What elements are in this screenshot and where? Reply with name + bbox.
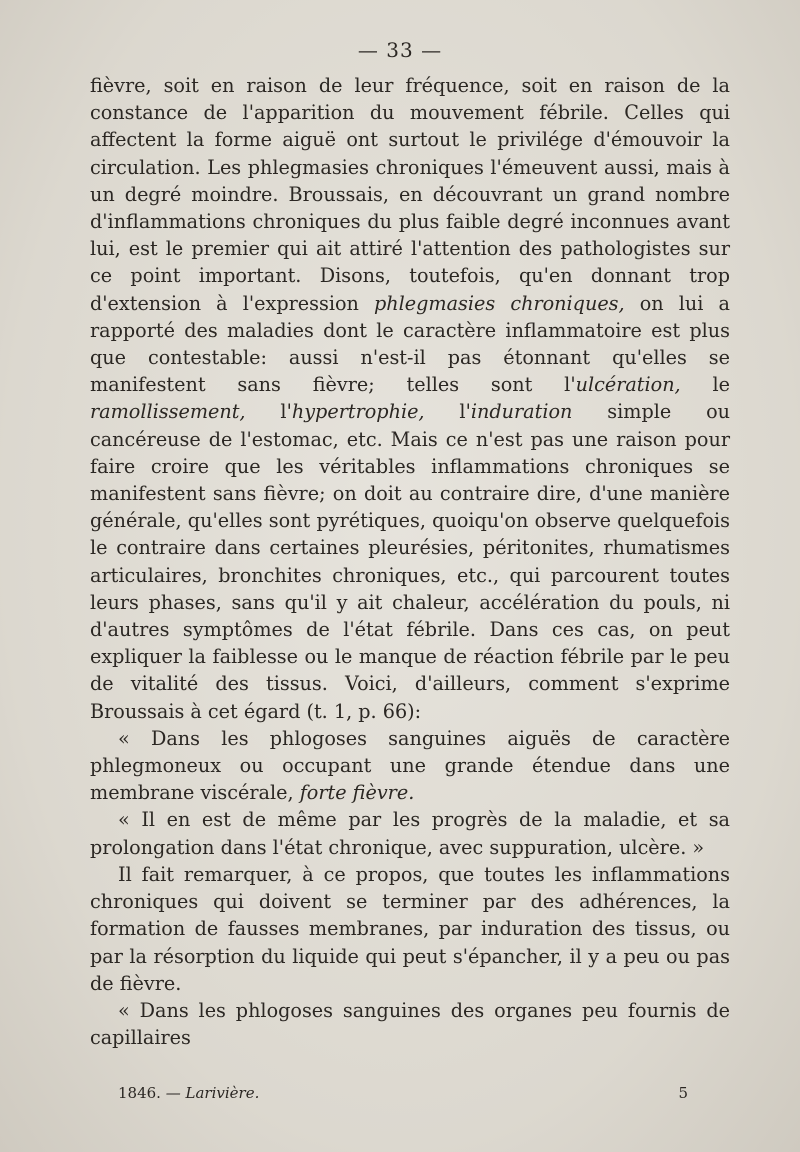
paragraph — [90, 997, 730, 1051]
page-number: — 33 — — [357, 38, 443, 62]
italic-phrase: induration — [470, 400, 573, 424]
text-run: fièvre, soit en raison de leur fréquence, soit en raison de la constance de l'apparition du mouvement fébrile. Celles qui affectent la forme aiguë ont surtout le privilége d'émouvoir la circulation. Les phlegmasies chroniques l'émeuvent aussi, mais à un degré moindre. Broussais, en découvrant un grand nombre d'inflammations chroniques du plus faible degré inconnues avant lui, est le premier qui ait attiré l'attention des pathologistes sur ce point important. Disons, toutefois, qu'en donnant trop d'extension à l'expression — [90, 74, 730, 315]
text-run: simple ou cancéreuse de l'estomac, etc. Mais ce n'est pas une raison pour faire croire que les véritables inflammations chroniques se manifestent sans fièvre; on doit au contraire dire, d'une manière générale, qu'elles sont pyrétiques, quoiqu'on observe quelquefois le contraire dans certaines pleurésies, péritonites, rhumatismes articulaires, bronchites chroniques, etc., qui parcourent toutes leurs phases, sans qu'il y ait chaleur, accélération du pouls, ni d'autres symptômes de l'état fébrile. Dans ces cas, on peut expliquer la faiblesse ou le manque de réaction fébrile par le peu de vitalité des tissus. Voici, d'ailleurs, comment s'exprime Broussais à cet égard (t. 1, p. 66): — [90, 400, 731, 723]
text-run: « Dans les phlogoses sanguines des organes peu fournis de capillaires — [90, 998, 730, 1050]
text-run: le — [680, 373, 730, 397]
italic-phrase: phlegmasies chroniques, — [374, 291, 625, 315]
signature-mark: 5 — [678, 1084, 688, 1102]
footer-imprint — [118, 1084, 259, 1102]
paragraph — [90, 72, 730, 725]
italic-phrase: forte fièvre. — [299, 781, 415, 805]
italic-phrase: ramollissement, — [90, 400, 246, 424]
text-run: « Il en est de même par les progrès de la maladie, et sa prolongation dans l'état chronique, avec suppuration, ulcère. » — [90, 808, 730, 859]
paragraph — [90, 861, 730, 997]
body-text — [90, 72, 730, 1051]
footer-author: — Larivière. — [165, 1084, 260, 1102]
italic-phrase: ulcération, — [575, 373, 681, 397]
text-run: « Dans les phlogoses sanguines aiguës de caractère phlegmoneux ou occupant une grande étendue dans une membrane viscérale, — [90, 726, 730, 805]
italic-phrase: hypertrophie, — [291, 400, 425, 424]
text-run: l' — [245, 400, 292, 424]
paragraph — [90, 806, 730, 860]
text-run: on lui a rapporté des maladies dont le caractère inflammatoire est plus que contestable: aussi n'est-il pas étonnant qu'elles se manifestent sans fièvre; telles sont l' — [90, 291, 730, 397]
text-run: Il fait remarquer, à ce propos, que toutes les inflammations chroniques qui doivent se terminer par des adhérences, la formation de fausses membranes, par induration des tissus, ou par la résorption du liquide qui peut s'épancher, il y a peu ou pas de fièvre. — [90, 862, 730, 995]
page-footer — [118, 1084, 688, 1102]
paragraph — [90, 725, 730, 807]
footer-year: 1846. — [118, 1084, 161, 1102]
text-run: l' — [424, 400, 471, 424]
